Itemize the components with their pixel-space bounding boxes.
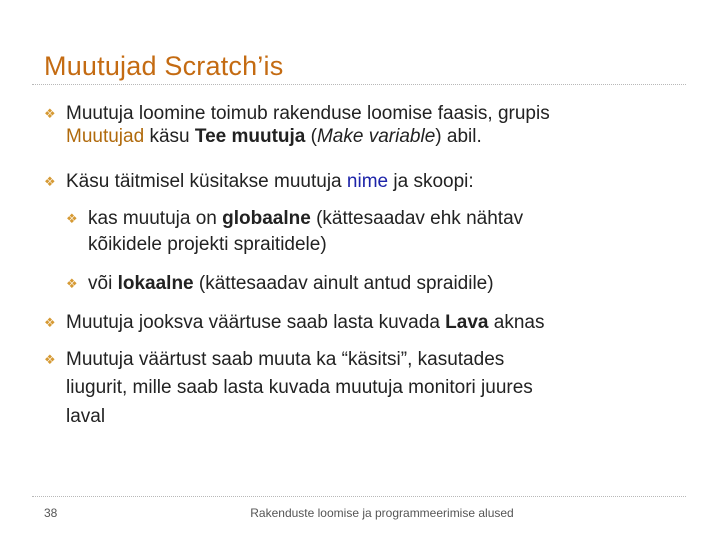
bullet-4-line-2: liugurit, mille saab lasta kuvada muutuja monitori juures — [66, 377, 533, 398]
highlight-name: nime — [346, 171, 389, 192]
command-name: Tee muutuja — [194, 126, 306, 147]
bullet-4-line-3: laval — [66, 406, 106, 427]
sub-bullet-2-text-1: või — [88, 273, 118, 294]
bullet-2-text-2: ja skoopi: — [388, 171, 474, 192]
bullet-1-paren-open: ( — [305, 126, 317, 147]
bullet-1-line-1: Muutuja loomine toimub rakenduse loomise faasis, grupis — [66, 103, 550, 124]
footer-divider — [32, 496, 686, 497]
stage-name: Lava — [445, 312, 489, 333]
bullet-4-line-1: Muutuja väärtust saab muuta ka “käsitsi”, kasutades — [66, 349, 505, 370]
bullet-3-text-1: Muutuja jooksva väärtuse saab lasta kuvada — [66, 312, 446, 333]
sub-bullet-1-text-2: (kättesaadav ehk nähtav — [310, 208, 524, 229]
bullet-diamond-icon: ❖ — [44, 352, 56, 367]
menu-group-name: Muutujad — [66, 126, 145, 147]
sub-bullet-1-line-2: kõikidele projekti spraitidele) — [88, 234, 327, 255]
bullet-diamond-icon: ❖ — [44, 315, 56, 330]
bullet-diamond-icon: ❖ — [66, 211, 78, 226]
page-number: 38 — [44, 506, 58, 520]
bullet-diamond-icon: ❖ — [66, 276, 78, 291]
bullet-diamond-icon: ❖ — [44, 106, 56, 121]
sub-bullet-2-text-2: (kättesaadav ainult antud spraidile) — [193, 273, 494, 294]
title-divider — [32, 84, 686, 85]
bullet-3-line — [66, 311, 544, 334]
bullet-1-line-2 — [66, 125, 482, 148]
sub-bullet-1-line-1 — [88, 207, 523, 230]
sub-bullet-2-line — [88, 272, 494, 295]
bullet-3-text-2: aknas — [488, 312, 545, 333]
bullet-1-text: käsu — [144, 126, 195, 147]
command-english-name: Make variable — [316, 126, 436, 147]
bullet-2-line — [66, 170, 474, 193]
bullet-diamond-icon: ❖ — [44, 174, 56, 189]
slide-title: Muutujad Scratch’is — [44, 51, 284, 81]
bullet-2-text-1: Käsu täitmisel küsitakse muutuja — [66, 171, 347, 192]
sub-bullet-1-text-1: kas muutuja on — [88, 208, 223, 229]
scope-global: globaalne — [222, 208, 311, 229]
scope-local: lokaalne — [117, 273, 194, 294]
footer-course-title: Rakenduste loomise ja programmeerimise alused — [250, 506, 514, 520]
bullet-1-tail: ) abil. — [435, 126, 482, 147]
